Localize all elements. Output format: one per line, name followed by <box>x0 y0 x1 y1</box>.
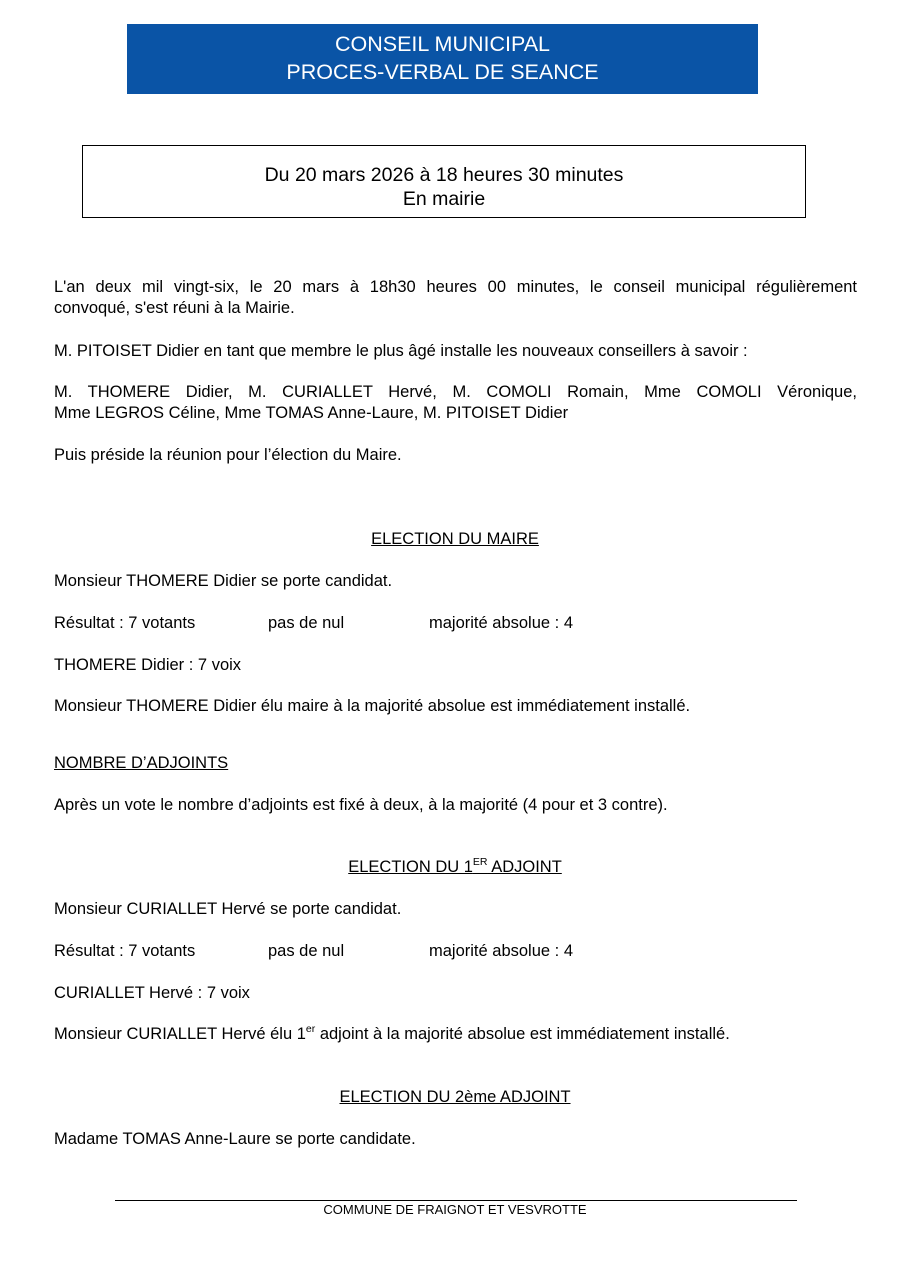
maire-conclusion: Monsieur THOMERE Didier élu maire à la majorité absolue est immédiatement installé. <box>54 697 691 715</box>
section-title-maire: ELECTION DU MAIRE <box>371 530 539 548</box>
maire-result-votants: Résultat : 7 votants <box>54 614 196 632</box>
adjoint1-result-majority: majorité absolue : 4 <box>429 942 573 960</box>
adjoint1-title-post: ADJOINT <box>487 858 562 876</box>
intro-paragraph-1-line-1: L'an deux mil vingt-six, le 20 mars à 18h30 heures 00 minutes, le conseil municipal régulièrement <box>54 278 857 296</box>
intro-paragraph-1-line-2: convoqué, s'est réuni à la Mairie. <box>54 299 295 317</box>
section-title-adjoint1 <box>0 857 900 878</box>
adjoint2-candidate: Madame TOMAS Anne-Laure se porte candidate. <box>54 1130 416 1148</box>
maire-result-row <box>54 613 857 634</box>
header-title-line1: CONSEIL MUNICIPAL <box>334 32 551 56</box>
adjoint1-votes: CURIALLET Hervé : 7 voix <box>54 984 250 1002</box>
adjoint1-conclusion-post: adjoint à la majorité absolue est immédiatement installé. <box>315 1025 730 1043</box>
adjoint1-result-nul: pas de nul <box>268 942 345 960</box>
footer-text: COMMUNE DE FRAIGNOT ET VESVROTTE <box>323 1202 587 1217</box>
section-title-adjoint2: ELECTION DU 2ème ADJOINT <box>339 1088 571 1106</box>
councillors-list-line-1: M. THOMERE Didier, M. CURIALLET Hervé, M. COMOLI Romain, Mme COMOLI Véronique, <box>54 383 857 401</box>
intro-paragraph-4: Puis préside la réunion pour l’élection du Maire. <box>54 446 402 464</box>
header-title-line2: PROCES-VERBAL DE SEANCE <box>286 60 599 84</box>
maire-candidate: Monsieur THOMERE Didier se porte candidat. <box>54 572 393 590</box>
adjoint1-conclusion-sup: er <box>305 1023 316 1035</box>
adjoint1-conclusion-pre: Monsieur CURIALLET Hervé élu 1 <box>54 1025 306 1043</box>
maire-result-nul: pas de nul <box>268 614 345 632</box>
adjoints-text: Après un vote le nombre d’adjoints est fixé à deux, à la majorité (4 pour et 3 contre). <box>54 796 668 814</box>
adjoint1-title-sup: ER <box>472 856 488 868</box>
section-title-adjoints: NOMBRE D’ADJOINTS <box>54 754 229 772</box>
header-banner <box>127 24 758 94</box>
adjoint1-title-pre: ELECTION DU 1 <box>348 858 473 876</box>
meeting-place: En mairie <box>402 188 486 210</box>
adjoint1-result-votants: Résultat : 7 votants <box>54 942 196 960</box>
meeting-info-box <box>82 145 806 218</box>
meeting-date: Du 20 mars 2026 à 18 heures 30 minutes <box>264 164 624 186</box>
maire-result-majority: majorité absolue : 4 <box>429 614 573 632</box>
footer-divider <box>115 1200 797 1201</box>
intro-paragraph-2: M. PITOISET Didier en tant que membre le plus âgé installe les nouveaux conseillers à savoir : <box>54 342 748 360</box>
adjoint1-candidate: Monsieur CURIALLET Hervé se porte candidat. <box>54 900 402 918</box>
adjoint1-conclusion <box>54 1024 857 1045</box>
councillors-list-line-2: Mme LEGROS Céline, Mme TOMAS Anne-Laure, M. PITOISET Didier <box>54 404 569 422</box>
adjoint1-result-row <box>54 941 857 962</box>
maire-votes: THOMERE Didier : 7 voix <box>54 656 242 674</box>
